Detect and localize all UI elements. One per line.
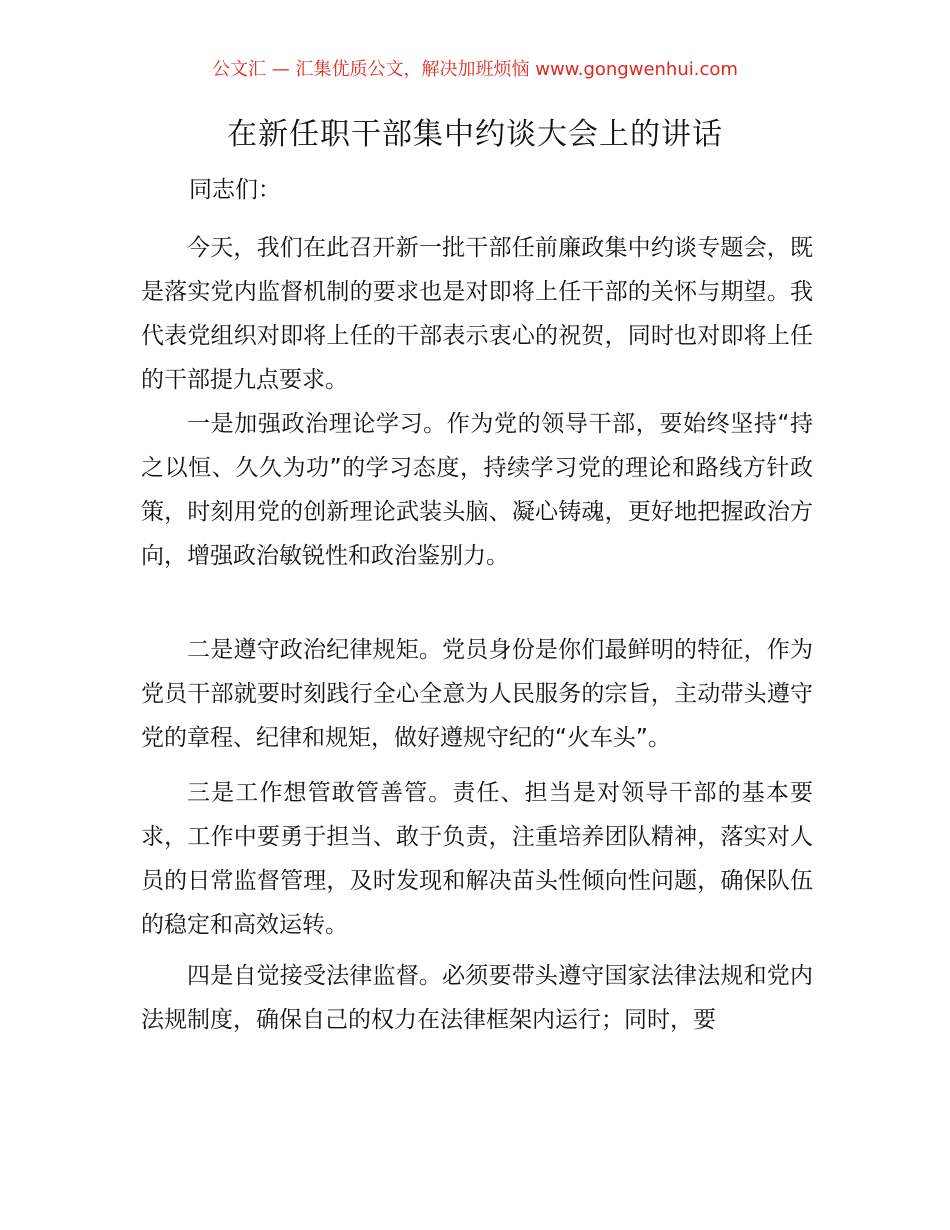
site-header-banner: 公文汇 — 汇集优质公文，解决加班烦恼 www.gongwenhui.com	[212, 59, 738, 80]
paragraph-point-1: 一是加强政治理论学习。作为党的领导干部，要始终坚持“持之以恒、久久为功”的学习态度，持续学习党的理论和路线方针政策，时刻用党的创新理论武装头脑、凝心铸魂，更好地把握政治方向，增强政治敏锐性和政治鉴别力。	[141, 411, 813, 569]
salutation: 同志们：	[189, 177, 281, 203]
paragraph-intro: 今天，我们在此召开新一批干部任前廉政集中约谈专题会，既是落实党内监督机制的要求也是对即将上任干部的关怀与期望。我代表党组织对即将上任的干部表示衷心的祝贺，同时也对即将上任的干部提九点要求。	[141, 235, 813, 393]
paragraph-point-4: 四是自觉接受法律监督。必须要带头遵守国家法律法规和党内法规制度，确保自己的权力在法律框架内运行；同时，要	[141, 963, 813, 1033]
paragraph-point-3: 三是工作想管敢管善管。责任、担当是对领导干部的基本要求，工作中要勇于担当、敢于负责，注重培养团队精神，落实对人员的日常监督管理，及时发现和解决苗头性倾向性问题，确保队伍的稳定和高效运转。	[141, 780, 813, 938]
paragraph-point-2: 二是遵守政治纪律规矩。党员身份是你们最鲜明的特征，作为党员干部就要时刻践行全心全意为人民服务的宗旨，主动带头遵守党的章程、纪律和规矩，做好遵规守纪的“火车头”。	[141, 637, 813, 751]
document-title: 在新任职干部集中约谈大会上的讲话	[227, 117, 723, 152]
